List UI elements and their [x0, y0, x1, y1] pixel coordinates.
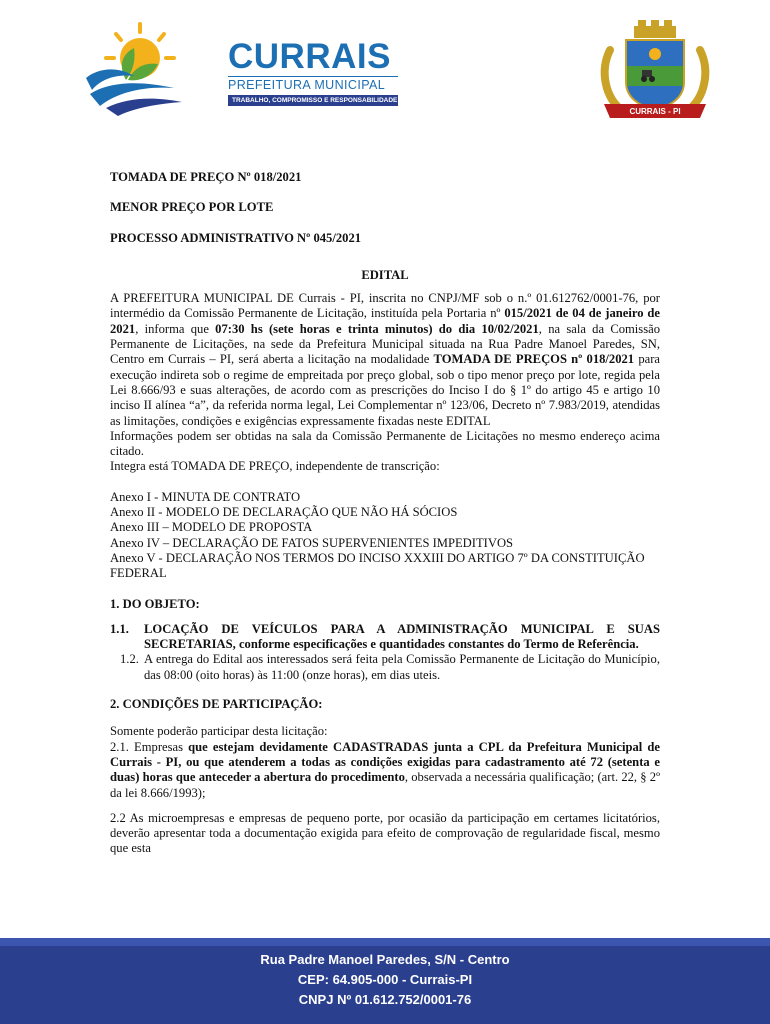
lote-heading: MENOR PREÇO POR LOTE — [110, 200, 274, 215]
brand-subtitle: PREFEITURA MUNICIPAL — [228, 76, 398, 92]
tomada-heading: TOMADA DE PREÇO Nº 018/2021 — [110, 170, 302, 184]
crest-label: CURRAIS - PI — [629, 107, 681, 116]
footer-address-block — [0, 950, 770, 1010]
brand-slogan: TRABALHO, COMPROMISSO E RESPONSABILIDADE — [228, 95, 398, 106]
intro-text: , na sala da Comissão Permanente de Licitações, na sede da Prefeitura Municipal situada na Rua Padre Manoel Paredes, SN, Centro em Currais – PI, será aberta a licitação na modalidade — [110, 321, 660, 367]
section-2-intro: Somente poderão participar desta licitação: — [110, 724, 328, 739]
list-item: Anexo III – MODELO DE PROPOSTA — [110, 520, 313, 535]
clause-text: LOCAÇÃO DE VEÍCULOS PARA A ADMINISTRAÇÃO MUNICIPAL E SUAS SECRETARIAS, conforme especificações e quantidades constantes do Termo de Referência. — [144, 621, 660, 652]
footer-cep: CEP: 64.905-000 - Currais-PI — [297, 972, 473, 987]
brand-block — [228, 37, 398, 106]
intro-text: , informa que — [135, 321, 216, 336]
section-1-title: 1. DO OBJETO: — [110, 596, 200, 611]
intro-paragraph — [110, 291, 660, 429]
clause-2-1 — [110, 740, 660, 801]
edital-title: EDITAL — [361, 267, 409, 282]
list-item: Anexo I - MINUTA DE CONTRATO — [110, 489, 301, 504]
list-item: Anexo IV – DECLARAÇÃO DE FATOS SUPERVENIENTES IMPEDITIVOS — [110, 535, 514, 550]
clause-1-1 — [110, 622, 660, 653]
intro-text: A PREFEITURA MUNICIPAL DE Currais - PI, inscrita no CNPJ/MF sob o n.º 01.612762/0001-76, por intermédio da Comissão Permanente de Licitação, instituída pela Portaria nº — [110, 291, 660, 321]
brand-name: CURRAIS — [228, 37, 391, 76]
section-2-title: 2. CONDIÇÕES DE PARTICIPAÇÃO: — [110, 697, 323, 712]
clause-text: 2.1. Empresas — [110, 739, 189, 754]
currais-logo-icon — [78, 18, 188, 118]
processo-heading: PROCESSO ADMINISTRATIVO Nº 045/2021 — [110, 230, 362, 245]
clause-2-2: 2.2 As microempresas e empresas de pequeno porte, por ocasião da participação em certames licitatórios, deverão apresentar toda a documentação exigida para efeito de comprovação de regularidade fiscal, mesmo que esta — [110, 810, 660, 856]
clause-number: 1.1. — [110, 621, 129, 636]
intro-bold-modalidade: TOMADA DE PREÇOS nº 018/2021 — [433, 352, 635, 367]
clause-text: A entrega do Edital aos interessados será feita pela Comissão Permanente de Licitação do Município, das 08:00 (oito horas) às 11:00 (onze horas), em dias uteis. — [144, 652, 660, 682]
clause-bold-text: que estejam devidamente CADASTRADAS junta a CPL da Prefeitura Municipal de Currais - PI, ou que atenderem a todas as condições exigidas para cadastramento até 72 (setenta e duas) horas que anteceder a abertura do procedimento — [110, 739, 660, 785]
footer-cnpj: CNPJ Nº 01.612.752/0001-76 — [298, 992, 472, 1007]
intro-bold-time: 07:30 hs (sete horas e trinta minutos) do dia 10/02/2021 — [215, 321, 539, 336]
footer-bar — [0, 938, 770, 1024]
municipal-crest-icon — [590, 20, 720, 125]
annex-list — [110, 490, 660, 582]
footer-accent — [0, 938, 770, 946]
footer-address: Rua Padre Manoel Paredes, S/N - Centro — [260, 952, 510, 967]
list-item: Anexo V - DECLARAÇÃO NOS TERMOS DO INCISO XXXIII DO ARTIGO 7º DA CONSTITUIÇÃO FEDERAL — [110, 550, 645, 581]
integra-paragraph: Integra está TOMADA DE PREÇO, independente de transcrição: — [110, 459, 440, 474]
clause-1-2 — [110, 652, 660, 683]
letterhead — [0, 0, 770, 135]
clause-text: , observada a necessária qualificação; (art. 22, § 2º da lei 8.666/1993); — [110, 770, 660, 800]
intro-bold-portaria: 015/2021 de 04 de janeiro de 2021 — [110, 306, 660, 336]
info-paragraph: Informações podem ser obtidas na sala da Comissão Permanente de Licitações no mesmo endereço acima citado. — [110, 428, 660, 459]
clause-number: 1.2. — [120, 652, 139, 667]
intro-text: para execução indireta sob o regime de empreitada por preço global, sob o tipo menor preço por lote, regida pela Lei 8.666/93 e suas alterações, de acordo com as prescrições do Inciso I do § 1º do artigo 45 e artigo 10 inciso II alínea “a”, da referida norma legal, Lei Complementar nº 123/06, Decreto nº 7.983/2019, atendidas as limitações, condições e exigências expressamente fixadas neste EDITAL — [110, 352, 660, 428]
document-body — [110, 170, 660, 857]
list-item: Anexo II - MODELO DE DECLARAÇÃO QUE NÃO HÁ SÓCIOS — [110, 505, 458, 520]
